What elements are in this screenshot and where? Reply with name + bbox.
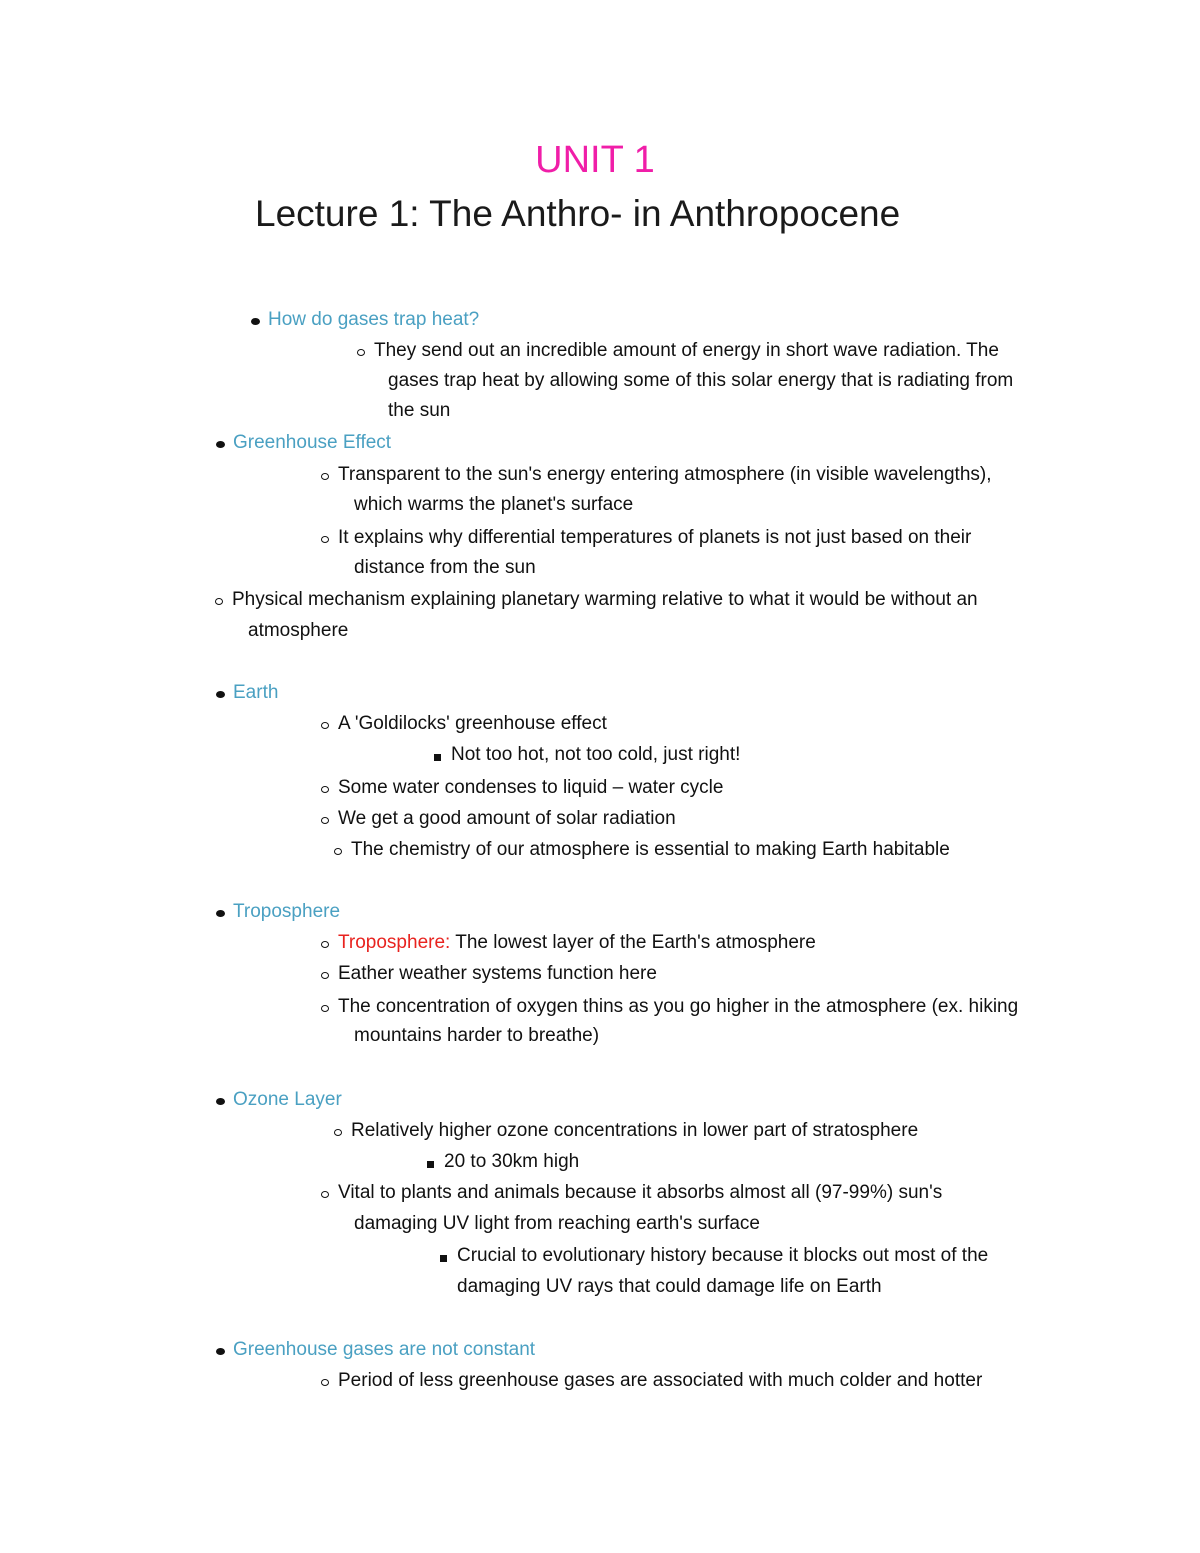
list-item-continuation: distance from the sun — [354, 557, 536, 578]
list-item: Transparent to the sun's energy entering atmosphere (in visible wavelengths), — [338, 460, 992, 490]
list-item: Eather weather systems function here — [338, 959, 657, 989]
section-heading-greenhouse-gases: Greenhouse gases are not constant — [233, 1335, 535, 1365]
section-heading-greenhouse-effect: Greenhouse Effect — [233, 428, 391, 458]
term-label: Troposphere: — [338, 932, 451, 953]
list-item-continuation: which warms the planet's surface — [354, 494, 634, 515]
list-item: Relatively higher ozone concentrations in lower part of stratosphere — [351, 1116, 918, 1146]
list-item: 20 to 30km high — [444, 1147, 579, 1177]
lecture-title: Lecture 1: The Anthro- in Anthropocene — [255, 193, 901, 234]
list-item: Some water condenses to liquid – water cycle — [338, 773, 723, 803]
list-item-continuation: mountains harder to breathe) — [354, 1025, 600, 1046]
list-item-continuation: damaging UV rays that could damage life on Earth — [457, 1276, 882, 1297]
list-item: The chemistry of our atmosphere is essential to making Earth habitable — [351, 835, 950, 865]
list-item-continuation: the sun — [388, 400, 451, 421]
list-item: Period of less greenhouse gases are associated with much colder and hotter — [338, 1366, 982, 1396]
section-heading-ozone-layer: Ozone Layer — [233, 1085, 342, 1115]
list-item: Not too hot, not too cold, just right! — [451, 740, 740, 770]
list-item-continuation: damaging UV light from reaching earth's surface — [354, 1213, 760, 1234]
section-heading-gases: How do gases trap heat? — [268, 305, 479, 335]
list-item: We get a good amount of solar radiation — [338, 804, 676, 834]
list-item — [338, 928, 816, 958]
list-item-continuation: atmosphere — [248, 620, 349, 641]
list-item: It explains why differential temperatures of planets is not just based on their — [338, 523, 971, 553]
section-heading-troposphere: Troposphere — [233, 897, 340, 927]
list-item: Physical mechanism explaining planetary warming relative to what it would be without an — [232, 585, 978, 615]
list-item: A 'Goldilocks' greenhouse effect — [338, 709, 607, 739]
section-heading-earth: Earth — [233, 678, 278, 708]
list-item-continuation: gases trap heat by allowing some of this solar energy that is radiating from — [388, 370, 1014, 391]
list-item: Vital to plants and animals because it absorbs almost all (97-99%) sun's — [338, 1178, 942, 1208]
unit-heading: UNIT 1 — [535, 139, 655, 181]
list-item: The concentration of oxygen thins as you go higher in the atmosphere (ex. hiking — [338, 992, 1018, 1022]
term-definition: The lowest layer of the Earth's atmosphere — [450, 932, 816, 953]
list-item: Crucial to evolutionary history because it blocks out most of the — [457, 1241, 988, 1271]
list-item: They send out an incredible amount of energy in short wave radiation. The — [374, 336, 999, 366]
